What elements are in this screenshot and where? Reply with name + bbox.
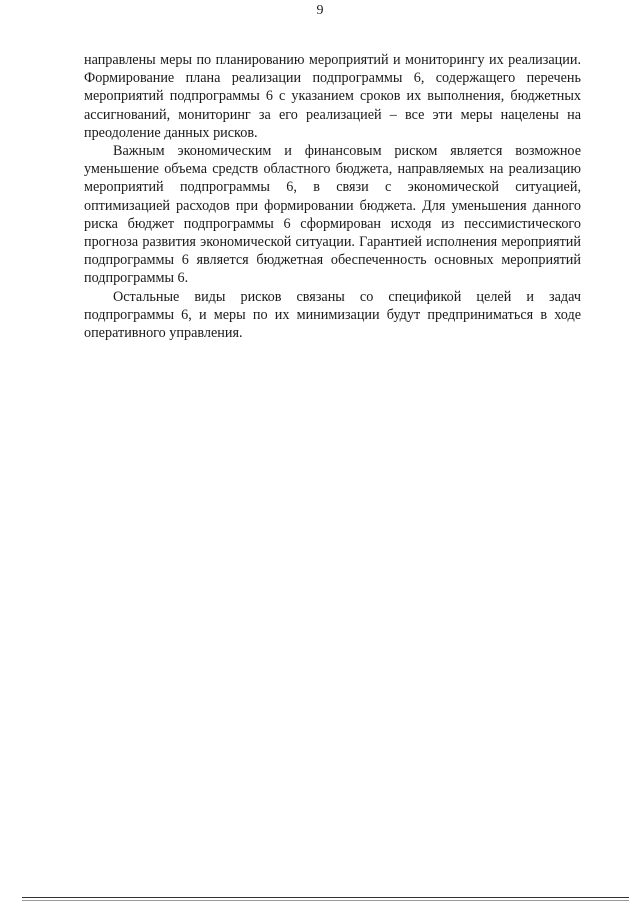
paragraph-economic-risk: Важным экономическим и финансовым риском является возможное уменьшение объема средств областного бюджета, направляемых на реализацию мероприятий подпрограммы 6, в связи с экономической ситуацией, оптимизацией расходов при формировании бюджета. Для уменьшения данного риска бюджет подпрограммы 6 сформирован исходя из пессимистического прогноза развития экономической ситуации. Гарантией исполнения мероприятий подпрограммы 6 является бюджетная обеспеченность основных мероприятий подпрограммы 6. xyxy=(84,143,581,287)
document-body xyxy=(84,51,581,342)
footer-rule xyxy=(22,897,629,898)
paragraph-other-risks: Остальные виды рисков связаны со спецификой целей и задач подпрограммы 6, и меры по их минимизации будут предприниматься в ходе оперативного управления. xyxy=(84,288,581,342)
paragraph-continuation: направлены меры по планированию мероприятий и мониторингу их реализации. Формирование плана реализации подпрограммы 6, содержащего перечень мероприятий подпрограммы 6 с указанием сроков их выполнения, бюджетных ассигнований, мониторинг за его реализацией – все эти меры нацелены на преодоление данных рисков. xyxy=(84,52,581,141)
page-number: 9 xyxy=(316,3,324,18)
footer-rule-secondary xyxy=(22,900,629,901)
